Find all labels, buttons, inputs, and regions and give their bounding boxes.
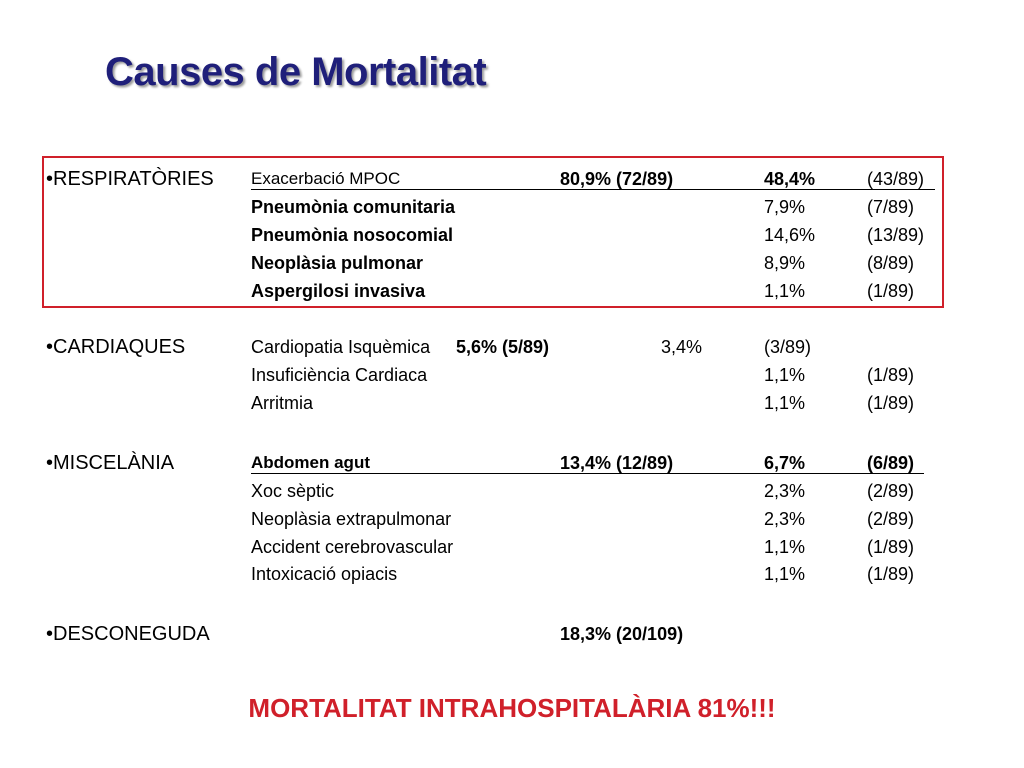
cause-fraction: (2/89) <box>867 481 915 501</box>
cause-fraction: (7/89) <box>867 197 915 217</box>
group-percentage: 5,6% (5/89) <box>456 337 550 357</box>
category-cardiaques: •CARDIAQUES <box>46 336 186 358</box>
table-row <box>0 561 1000 587</box>
cause-label: Aspergilosi invasiva <box>251 281 426 301</box>
cause-fraction: (3/89) <box>764 337 812 357</box>
cause-percentage: 1,1% <box>764 365 806 385</box>
cause-fraction: (1/89) <box>867 281 915 301</box>
table-row <box>0 278 1000 304</box>
cause-fraction: (13/89) <box>867 225 925 245</box>
cause-fraction: (1/89) <box>867 564 915 584</box>
table-row <box>0 621 1000 647</box>
cause-fraction: (8/89) <box>867 253 915 273</box>
cause-label: Abdomen agut <box>251 453 370 472</box>
miscelania-header-underline <box>251 473 924 474</box>
cause-label: Exacerbació MPOC <box>251 169 401 188</box>
table-row <box>0 506 1000 532</box>
cause-label: Intoxicació opiacis <box>251 564 398 584</box>
cause-percentage: 1,1% <box>764 393 806 413</box>
cause-percentage: 8,9% <box>764 253 806 273</box>
category-respiratories: •RESPIRATÒRIES <box>46 168 214 190</box>
cause-percentage: 1,1% <box>764 537 806 557</box>
cause-percentage: 1,1% <box>764 281 806 301</box>
table-row <box>0 362 1000 388</box>
mortality-summary: MORTALITAT INTRAHOSPITALÀRIA 81%!!! <box>248 693 776 723</box>
category-miscelania: •MISCELÀNIA <box>46 452 175 474</box>
cause-percentage: 2,3% <box>764 481 806 501</box>
cause-fraction: (2/89) <box>867 509 915 529</box>
cause-label: Xoc sèptic <box>251 481 335 501</box>
cause-label: Neoplàsia pulmonar <box>251 253 424 273</box>
group-percentage: 18,3% (20/109) <box>560 624 684 644</box>
cause-percentage: 3,4% <box>661 337 703 357</box>
table-row <box>0 534 1000 560</box>
cause-fraction: (1/89) <box>867 537 915 557</box>
respiratory-header-underline <box>251 189 935 190</box>
table-row <box>0 390 1000 416</box>
cause-percentage: 2,3% <box>764 509 806 529</box>
category-desconeguda: •DESCONEGUDA <box>46 623 210 645</box>
cause-percentage: 6,7% <box>764 453 806 473</box>
cause-fraction: (43/89) <box>867 169 925 189</box>
group-percentage: 80,9% (72/89) <box>560 169 674 189</box>
page-title: Causes de Mortalitat <box>105 50 487 94</box>
table-row <box>0 478 1000 504</box>
table-row <box>0 222 1000 248</box>
cause-percentage: 1,1% <box>764 564 806 584</box>
cause-label: Cardiopatia Isquèmica <box>251 337 431 357</box>
cause-label: Accident cerebrovascular <box>251 537 454 557</box>
cause-percentage: 14,6% <box>764 225 816 245</box>
cause-fraction: (1/89) <box>867 365 915 385</box>
table-row <box>0 250 1000 276</box>
cause-label: Arritmia <box>251 393 313 413</box>
cause-percentage: 7,9% <box>764 197 806 217</box>
cause-label: Neoplàsia extrapulmonar <box>251 509 452 529</box>
cause-label: Pneumònia nosocomial <box>251 225 454 245</box>
cause-fraction: (1/89) <box>867 393 915 413</box>
group-percentage: 13,4% (12/89) <box>560 453 674 473</box>
table-row <box>0 334 1000 360</box>
cause-percentage: 48,4% <box>764 169 816 189</box>
cause-fraction: (6/89) <box>867 453 915 473</box>
cause-label: Insuficiència Cardiaca <box>251 365 428 385</box>
cause-label: Pneumònia comunitaria <box>251 197 456 217</box>
table-row <box>0 194 1000 220</box>
